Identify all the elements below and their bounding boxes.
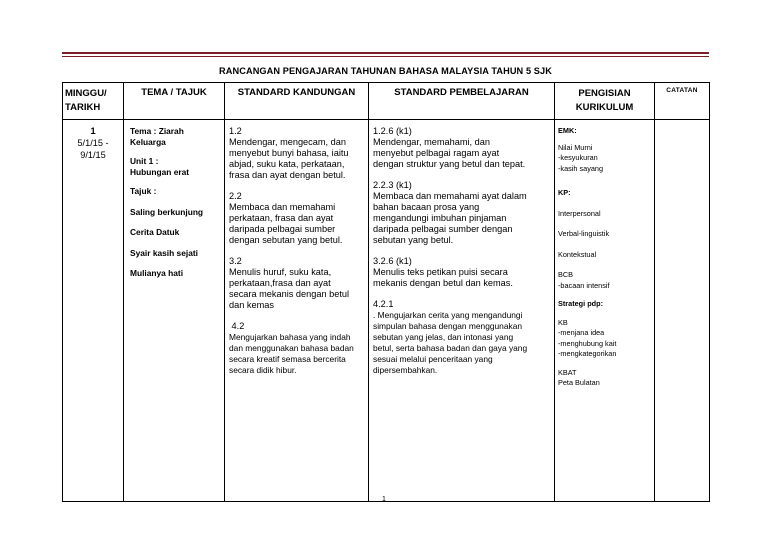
sp-line: Mendengar, memahami, dan [373, 137, 490, 147]
sp-line: dengan struktur yang betul dan tepat. [373, 159, 526, 169]
pengisian-item: KB [558, 317, 568, 327]
pengisian-item: Kontekstual [558, 249, 597, 259]
sk-line: frasa dan ayat dengan betul. [229, 170, 346, 180]
sk-line: abjad, suku kata, perkataan, [229, 159, 345, 169]
tema-line: Tema : Ziarah [130, 126, 184, 136]
sk-line: menyebut bunyi bahasa, iaitu [229, 148, 349, 158]
tajuk-item: Cerita Datuk [130, 227, 180, 237]
header-minggu-label: MINGGU/ [65, 88, 107, 99]
sk-line: dan menggunakan bahasa badan [229, 343, 354, 353]
header-pengisian [555, 83, 655, 120]
sp-line: simpulan bahasa dengan menggunakan [373, 321, 523, 331]
sk-line: dan kemas [229, 300, 274, 310]
pengisian-item: Nilai Murni [558, 142, 593, 152]
page-title: RANCANGAN PENGAJARAN TAHUNAN BAHASA MALAYSIA TAHUN 5 SJK [219, 66, 552, 76]
sp-line: sebutan yang betul. [373, 235, 454, 245]
pengisian-item: BCB [558, 270, 574, 279]
top-rule-thin [62, 56, 709, 57]
pengisian-item: -kesyukuran [558, 153, 598, 162]
sp-line: menyebut pelbagai ragam ayat [373, 148, 500, 158]
header-tema: TEMA / TAJUK [124, 83, 225, 120]
cell-tema [124, 120, 225, 502]
header-catatan: CATATAN [655, 83, 710, 120]
sk-line: perkataan,frasa dan ayat [229, 278, 331, 288]
sk-line: Membaca dan memahami [229, 202, 336, 212]
tajuk-item: Syair kasih sejati [130, 247, 198, 258]
cell-week [63, 120, 124, 502]
sk-line: secara didik hibur. [229, 365, 297, 375]
sp-code: 2.2.3 (k1) [373, 180, 412, 190]
page-number: 1 [382, 496, 386, 503]
strategi-label: Strategi pdp: [558, 299, 603, 308]
header-row [63, 83, 710, 120]
sp-line: sebutan yang jelas, dan intonasi yang [373, 332, 514, 342]
emk-label: EMK: [558, 126, 577, 135]
kp-label: KP: [558, 188, 571, 197]
sp-line: mekanis dengan betul dan kemas. [373, 278, 513, 288]
cell-catatan [655, 120, 710, 502]
cell-pengisian [555, 120, 655, 502]
table-row [63, 120, 710, 502]
header-kurikulum-label: KURIKULUM [575, 102, 634, 113]
tajuk-label: Tajuk : [130, 186, 157, 196]
tajuk-item: Mulianya hati [130, 268, 184, 278]
top-rule [62, 52, 709, 54]
plan-table [62, 82, 710, 502]
tajuk-item: Saling berkunjung [130, 206, 204, 217]
sk-code: 3.2 [229, 256, 242, 266]
header-standard-pembelajaran: STANDARD PEMBELAJARAN [369, 83, 555, 120]
pengisian-item: KBAT [558, 367, 577, 377]
sp-line: daripada pelbagai sumber dengan [373, 224, 513, 234]
tema-line: Keluarga [130, 136, 166, 147]
sk-line: dengan sebutan yang betul. [229, 235, 343, 245]
sk-line: Mendengar, mengecam, dan [229, 137, 346, 147]
cell-standard-kandungan [225, 120, 369, 502]
sp-code: 1.2.6 (k1) [373, 126, 412, 136]
pengisian-item: -bacaan intensif [558, 280, 610, 290]
cell-standard-pembelajaran [369, 120, 555, 502]
unit-line: Hubungan erat [130, 166, 190, 177]
pengisian-item: Verbal-linguistik [558, 229, 610, 238]
sk-line: secara kreatif semasa bercerita [229, 354, 346, 364]
sp-code: 4.2.1 [373, 299, 394, 309]
sp-line: betul, serta bahasa badan dan gaya yang [373, 343, 528, 353]
sp-line: bahan bacaan prosa yang [373, 202, 480, 212]
header-pengisian-label: PENGISIAN [578, 88, 631, 99]
sp-line: mengandungi imbuhan pinjaman [373, 213, 507, 223]
unit-line: Unit 1 : [130, 156, 159, 166]
header-minggu [63, 83, 124, 120]
sk-code: 4.2 [229, 321, 245, 331]
pengisian-item: -kasih sayang [558, 163, 604, 173]
pengisian-item: Interpersonal [558, 208, 601, 218]
sk-code: 1.2 [229, 126, 242, 136]
sk-line: daripada pelbagai sumber [229, 224, 336, 234]
date-end: 9/1/15 [80, 150, 106, 160]
sp-line: sesuai melalui penceritaan yang [373, 354, 493, 364]
sp-line: Membaca dan memahami ayat dalam [373, 191, 527, 201]
sk-line: Menulis huruf, suku kata, [229, 267, 332, 277]
sp-line: . Mengujarkan cerita yang mengandungi [373, 310, 523, 320]
sp-line: dipersembahkan. [373, 365, 438, 375]
sk-code: 2.2 [229, 191, 242, 201]
sk-line: Mengujarkan bahasa yang indah [229, 332, 351, 342]
sk-line: secara mekanis dengan betul [229, 289, 350, 299]
sp-code: 3.2.6 (k1) [373, 256, 412, 266]
header-tarikh-label: TARIKH [65, 102, 101, 113]
date-start: 5/1/15 - [77, 138, 109, 148]
sp-line: Menulis teks petikan puisi secara [373, 267, 508, 277]
pengisian-item: -menghubung kait [558, 338, 617, 348]
pengisian-item: -mengkategorikan [558, 349, 617, 358]
header-standard-kandungan: STANDARD KANDUNGAN [225, 83, 369, 120]
pengisian-item: Peta Bulatan [558, 378, 600, 387]
pengisian-item: -menjana idea [558, 328, 605, 337]
week-number: 1 [90, 126, 96, 136]
sk-line: perkataan, frasa dan ayat [229, 213, 334, 223]
